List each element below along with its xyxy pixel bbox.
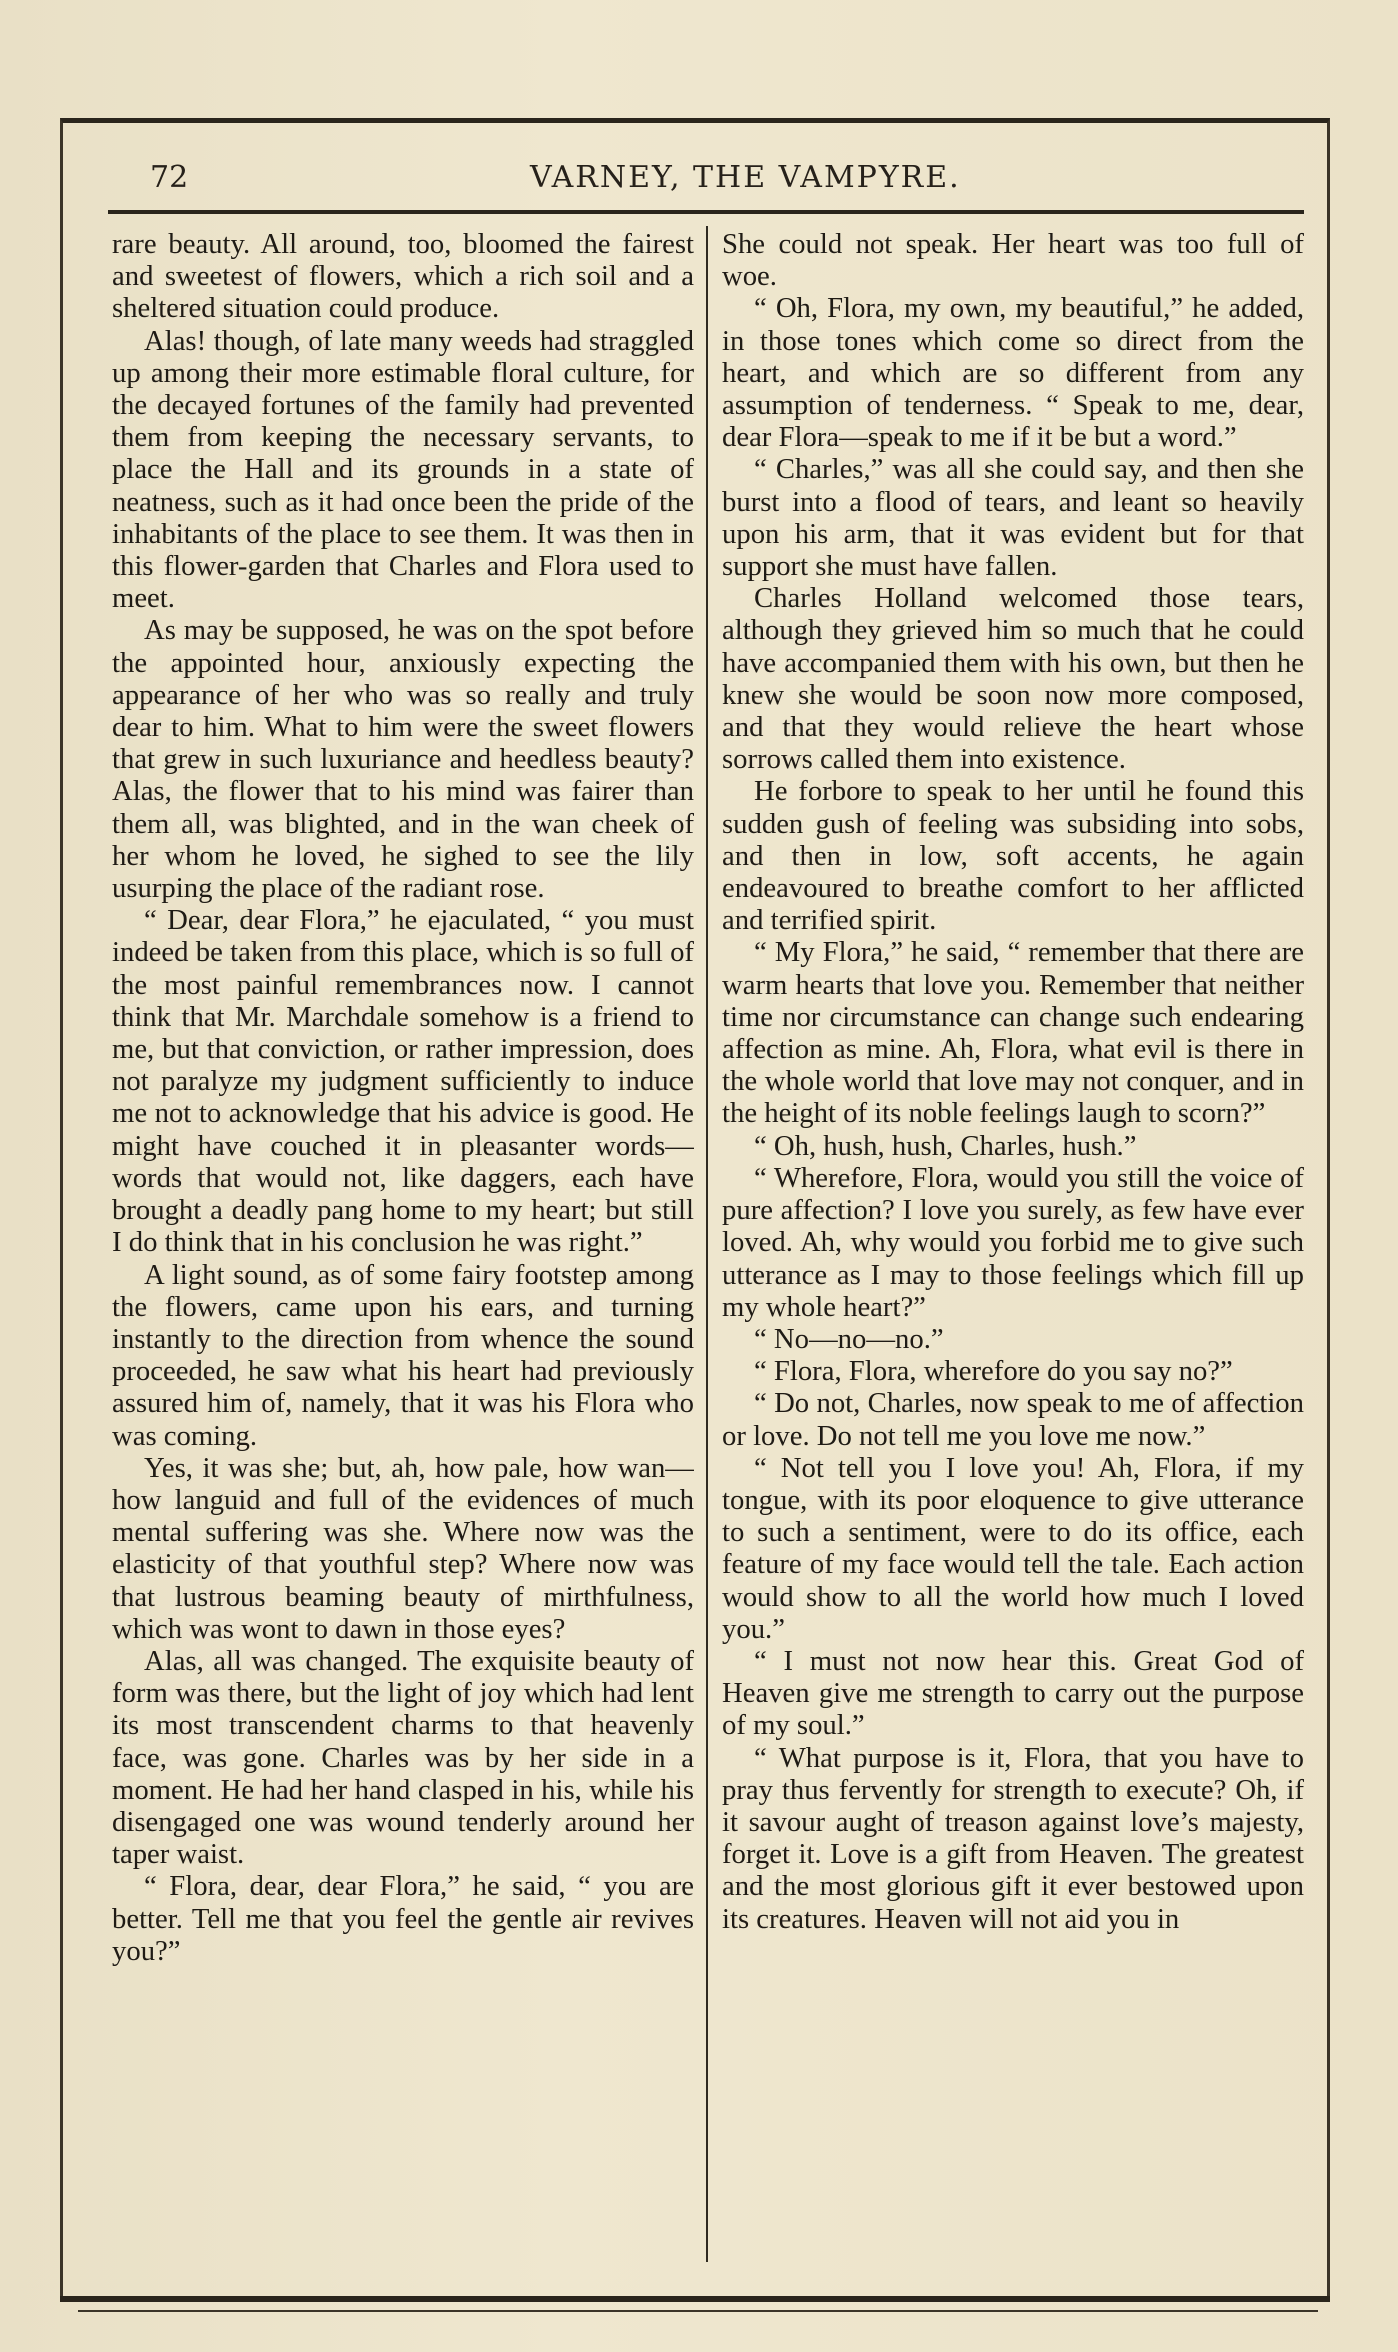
left-text-column (112, 228, 694, 2278)
paragraph: He forbore to speak to her until he found this sudden gush of feeling was subsiding into sobs, and then in low, soft accents, he again endeavoured to breathe comfort to her afflicted and terrified spirit. (722, 775, 1304, 937)
right-text-column (722, 228, 1304, 2278)
paragraph: Yes, it was she; but, ah, how pale, how wan—how languid and full of the evidences of much mental suffering was she. Where now was the elasticity of that youthful step? Where now was that lustrous beaming beauty of mirthfulness, which was wont to dawn in those eyes? (112, 1451, 694, 1645)
column-divider (706, 226, 708, 2262)
paragraph: She could not speak. Her heart was too full of woe. (722, 228, 1304, 293)
paragraph: rare beauty. All around, too, bloomed the fairest and sweetest of flowers, which a rich soil and a sheltered situation could produce. (112, 228, 694, 325)
paragraph: Alas, all was changed. The exquisite beauty of form was there, but the light of joy which had lent its most transcendent charms to that heavenly face, was gone. Charles was by her side in a moment. He had her hand clasped in his, while his disengaged one was wound tenderly around her taper waist. (112, 1644, 694, 1871)
paragraph: A light sound, as of some fairy footstep among the flowers, came upon his ears, and turning instantly to the direction from whence the sound proceeded, he saw what his heart had previously assured him of, namely, that it was his Flora who was coming. (112, 1258, 694, 1452)
paragraph: “ Wherefore, Flora, would you still the voice of pure affection? I love you surely, as few have ever loved. Ah, why would you forbid me to give such utterance as I may to those feelings which fill up my whole heart?” (722, 1161, 1304, 1323)
bottom-inner-rule (78, 2310, 1318, 2312)
paragraph: “ Do not, Charles, now speak to me of affection or love. Do not tell me you love me now.” (722, 1387, 1304, 1452)
bottom-border-rule (60, 2296, 1330, 2302)
paragraph: “ Dear, dear Flora,” he ejaculated, “ you must indeed be taken from this place, which is so full of the most painful remembrances now. I cannot think that Mr. Marchdale somehow is a friend to me, but that conviction, or rather impression, does not paralyze my judgment sufficiently to induce me not to acknowledge that his advice is good. He might have couched it in pleasanter words—words that would not, like daggers, each have brought a deadly pang home to my heart; but still I do think that in his conclusion he was right.” (112, 904, 694, 1259)
paragraph: As may be supposed, he was on the spot before the appointed hour, anxiously expecting the appearance of her who was so really and truly dear to him. What to him were the sweet flowers that grew in such luxuriance and heedless beauty? Alas, the flower that to his mind was fairer than them all, was blighted, and in the wan cheek of her whom he loved, he sighed to see the lily usurping the place of the radiant rose. (112, 614, 694, 905)
page-header (150, 160, 1300, 204)
paragraph: “ My Flora,” he said, “ remember that there are warm hearts that love you. Remember that neither time nor circumstance can change such endearing affection as mine. Ah, Flora, what evil is there in the whole world that love may not conquer, and in the height of its noble feelings laugh to scorn?” (722, 936, 1304, 1130)
paragraph: “ Oh, Flora, my own, my beautiful,” he added, in those tones which come so direct from the heart, and which are so different from any assumption of tenderness. “ Speak to me, dear, dear Flora—speak to me if it be but a word.” (722, 292, 1304, 454)
running-title: VARNEY, THE VAMPYRE. (530, 160, 961, 195)
paragraph: Charles Holland welcomed those tears, although they grieved him so much that he could have accompanied them with his own, but then he knew she would be soon now more composed, and that they would relieve the heart whose sorrows called them into existence. (722, 582, 1304, 776)
paragraph: “ What purpose is it, Flora, that you have to pray thus fervently for strength to execute? Oh, if it savour aught of treason against love’s majesty, forget it. Love is a gift from Heaven. The greatest and the most glorious gift it ever bestowed upon its creatures. Heaven will not aid you in (722, 1741, 1304, 1935)
paragraph: “ Not tell you I love you! Ah, Flora, if my tongue, with its poor eloquence to give utterance to such a sentiment, were to do its office, each feature of my face would tell the tale. Each action would show to all the world how much I loved you.” (722, 1451, 1304, 1645)
header-rule (108, 210, 1304, 214)
paragraph: “ Oh, hush, hush, Charles, hush.” (754, 1129, 1137, 1162)
paragraph: “ Flora, Flora, wherefore do you say no?” (754, 1355, 1233, 1388)
paragraph: “ Charles,” was all she could say, and then she burst into a flood of tears, and leant so heavily upon his arm, that it was evident but for that support she must have fallen. (722, 453, 1304, 583)
page-number: 72 (150, 160, 189, 195)
paragraph: “ Flora, dear, dear Flora,” he said, “ you are better. Tell me that you feel the gentle air revives you?” (112, 1870, 694, 1967)
paragraph: “ I must not now hear this. Great God of Heaven give me strength to carry out the purpose of my soul.” (722, 1644, 1304, 1742)
paragraph: “ No—no—no.” (754, 1322, 944, 1355)
paragraph: Alas! though, of late many weeds had straggled up among their more estimable floral culture, for the decayed fortunes of the family had prevented them from keeping the necessary servants, to place the Hall and its grounds in a state of neatness, such as it had once been the pride of the inhabitants of the place to see them. It was then in this flower-garden that Charles and Flora used to meet. (112, 324, 694, 615)
